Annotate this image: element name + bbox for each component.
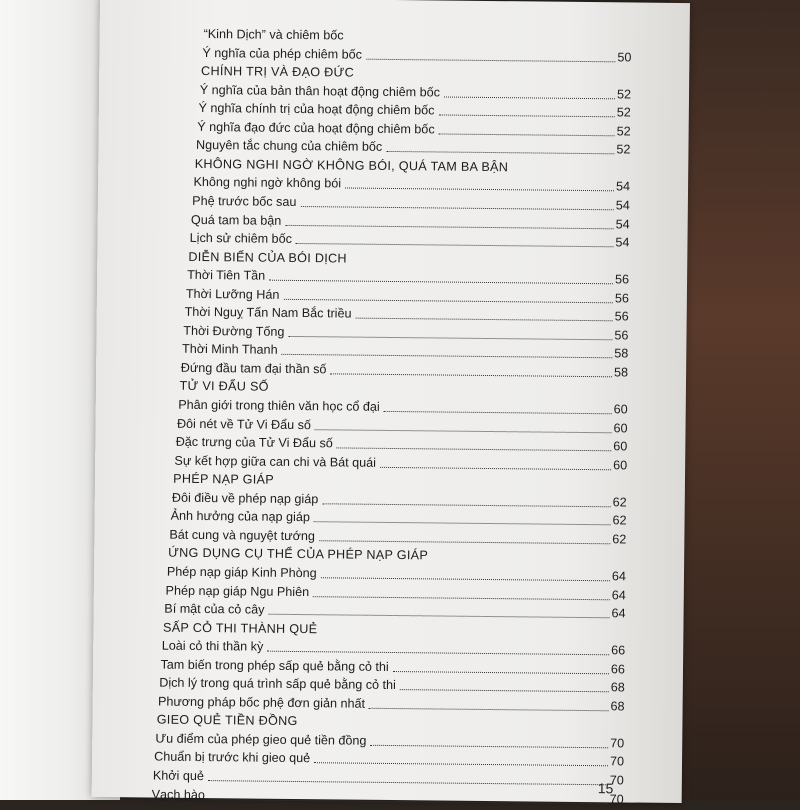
toc-entry-title: Vạch hào — [151, 787, 205, 802]
toc-entry-page: 60 — [613, 457, 628, 473]
toc-leader-dots — [384, 411, 612, 414]
toc-entry-page: 52 — [616, 86, 632, 102]
toc-entry-title: DIỄN BIẾN CỦA BÓI DỊCH — [188, 249, 347, 266]
toc-entry-title: Phương pháp bốc phệ đơn giản nhất — [157, 694, 366, 711]
toc-leader-dots — [380, 467, 611, 470]
toc-leader-dots — [439, 133, 615, 136]
toc-entry-title: Khởi quẻ — [152, 768, 204, 784]
toc-entry-title: Quá tam ba bận — [190, 212, 282, 228]
book-page — [92, 0, 690, 806]
toc-leader-dots — [313, 596, 610, 600]
table-of-contents — [92, 0, 690, 806]
toc-entry-title: Phân giới trong thiên văn học cổ đại — [178, 397, 380, 414]
toc-leader-dots — [296, 243, 614, 247]
toc-entry-title: Đôi nét về Tử Vi Đẩu số — [176, 416, 312, 432]
toc-entry-title: KHÔNG NGHI NGỜ KHÔNG BÓI, QUÁ TAM BA BẬN — [194, 156, 509, 175]
toc-leader-dots — [330, 373, 612, 377]
toc-entry-title: Ý nghĩa của phép chiêm bốc — [202, 45, 363, 62]
toc-entry-title: Đặc trưng của Tử Vi Đẩu số — [175, 434, 333, 451]
toc-leader-dots — [300, 206, 613, 210]
toc-entry-page: 70 — [609, 791, 624, 806]
toc-entry-title: Nguyên tắc chung của chiêm bốc — [195, 138, 383, 155]
toc-entry-title: Dịch lý trong quá trình sấp quẻ bằng cỏ thi — [159, 675, 396, 693]
toc-entry-page: 52 — [616, 105, 631, 120]
toc-entry-page: 70 — [609, 773, 624, 788]
toc-entry-title: Đôi điều về phép nạp giáp — [171, 490, 319, 506]
toc-entry-title: Sự kết hợp giữa can chi và Bát quái — [174, 453, 377, 470]
toc-leader-dots — [337, 448, 611, 452]
toc-entry-title: Thời Đường Tống — [183, 323, 285, 339]
toc-entry-title: Thời Minh Thanh — [182, 342, 278, 358]
toc-entry-title: Chuẩn bị trước khi gieo quẻ — [154, 749, 311, 766]
toc-entry-title: Tam biến trong phép sấp quẻ bằng cỏ thi — [160, 657, 389, 674]
toc-entry-page: 64 — [611, 606, 626, 621]
toc-entry-page: 58 — [614, 346, 629, 361]
toc-leader-dots — [400, 689, 609, 692]
toc-entry-title: Ý nghĩa chính trị của hoạt động chiêm bốc — [198, 101, 435, 118]
toc-entry-title: Bát cung và nguyệt tướng — [169, 527, 316, 544]
toc-entry-page: 60 — [613, 402, 628, 417]
toc-entry-title: Loài cỏ thi thần kỳ — [161, 638, 264, 654]
toc-entry-title: Bí mật của cỏ cây — [164, 601, 265, 617]
toc-entry-title: PHÉP NẠP GIÁP — [173, 471, 275, 487]
toc-leader-dots — [444, 96, 615, 99]
toc-entry-page: 60 — [613, 439, 628, 454]
page-number: 15 — [597, 780, 614, 797]
toc-entry-title: Phệ trước bốc sau — [192, 193, 297, 209]
toc-leader-dots — [268, 614, 609, 619]
toc-leader-dots — [369, 708, 609, 712]
right-background — [670, 0, 800, 800]
toc-leader-dots — [314, 763, 608, 767]
toc-entry-page: 54 — [615, 235, 630, 250]
toc-leader-dots — [269, 280, 613, 285]
toc-entry-title: Thời Nguỵ Tấn Nam Bắc triều — [184, 305, 352, 321]
toc-leader-dots — [288, 336, 612, 340]
toc-entry-page: 70 — [610, 736, 625, 751]
toc-entry-page: 68 — [610, 699, 625, 714]
toc-entry-page: 50 — [617, 49, 632, 65]
toc-entry-page: 64 — [611, 569, 627, 584]
toc-entry-title: Không nghi ngờ không bói — [193, 175, 342, 191]
toc-entry-page: 58 — [614, 365, 629, 380]
toc-leader-dots — [285, 224, 613, 228]
toc-entry-page: 56 — [614, 328, 629, 343]
toc-entry-page: 68 — [610, 680, 625, 695]
toc-entry-title: Đứng đầu tam đại thần số — [180, 360, 327, 377]
toc-leader-dots — [322, 503, 610, 507]
toc-entry-title: Thời Tiên Tần — [187, 267, 266, 283]
toc-entry-title: GIEO QUẺ TIỀN ĐỒNG — [156, 712, 298, 729]
toc-entry-page: 70 — [609, 754, 625, 769]
toc-entry-title: “Kinh Dịch” và chiêm bốc — [203, 26, 344, 43]
toc-entry-page: 52 — [616, 142, 631, 157]
toc-entry-page: 52 — [616, 124, 631, 139]
toc-entry-page: 64 — [611, 587, 626, 602]
toc-entry-title: Thời Lưỡng Hán — [185, 286, 280, 302]
toc-entry-title: Lịch sử chiêm bốc — [189, 230, 292, 246]
toc-leader-dots — [282, 354, 613, 358]
toc-leader-dots — [393, 671, 609, 674]
toc-entry-page: 62 — [612, 495, 627, 510]
toc-entry-title: Phép nạp giáp Kinh Phòng — [166, 564, 317, 581]
toc-leader-dots — [355, 318, 612, 322]
toc-leader-dots — [283, 299, 612, 303]
toc-entry-page: 56 — [614, 272, 630, 287]
toc-leader-dots — [345, 188, 614, 192]
toc-entry-page: 54 — [615, 179, 631, 194]
toc-entry — [152, 784, 624, 809]
toc-leader-dots — [315, 429, 612, 433]
toc-leader-dots — [438, 115, 614, 118]
toc-entry-page: 56 — [614, 309, 629, 324]
toc-entry-title: CHÍNH TRỊ VÀ ĐẠO ĐỨC — [201, 64, 355, 80]
toc-entry-page: 56 — [614, 291, 629, 306]
toc-entry-title: Ưu điểm của phép gieo quẻ tiền đồng — [155, 731, 367, 748]
toc-entry-title: Ý nghĩa của bản thân hoạt động chiêm bốc — [199, 82, 441, 100]
toc-leader-dots — [321, 577, 610, 581]
toc-leader-dots — [366, 58, 615, 62]
toc-entry-title: Phép nạp giáp Ngu Phiên — [165, 583, 310, 599]
toc-entry-title: TỬ VI ĐẨU SỐ — [179, 379, 269, 395]
toc-entry-page: 62 — [612, 532, 627, 547]
toc-leader-dots — [267, 651, 609, 656]
toc-leader-dots — [209, 799, 608, 804]
toc-leader-dots — [314, 521, 611, 525]
toc-entry-page: 54 — [615, 216, 630, 231]
toc-entry-title: SẤP CỎ THI THÀNH QUẺ — [163, 620, 318, 636]
toc-leader-dots — [370, 745, 608, 748]
toc-entry-title: ỨNG DỤNG CỤ THỂ CỦA PHÉP NẠP GIÁP — [168, 546, 429, 563]
toc-entry-page: 66 — [611, 643, 626, 658]
toc-entry-title: Ảnh hưởng của nạp giáp — [170, 508, 310, 525]
toc-entry-title: Ý nghĩa đạo đức của hoạt động chiêm bốc — [197, 119, 435, 137]
toc-leader-dots — [319, 540, 610, 544]
toc-leader-dots — [386, 151, 614, 154]
toc-entry-page: 60 — [613, 420, 628, 436]
toc-entry-page: 66 — [610, 661, 626, 677]
toc-entry-page: 54 — [615, 198, 630, 213]
toc-entry-page: 62 — [612, 513, 627, 528]
